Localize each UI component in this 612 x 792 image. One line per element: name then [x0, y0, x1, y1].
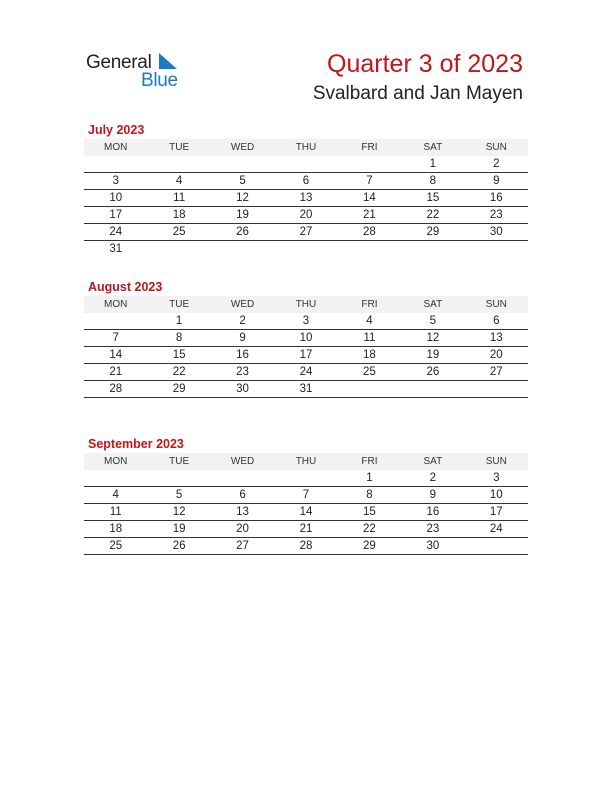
week-row: [84, 364, 528, 381]
day-cell: 6: [465, 313, 528, 330]
day-cell: 11: [338, 330, 401, 347]
weekday-label: FRI: [338, 453, 401, 470]
day-cell: 10: [465, 487, 528, 504]
day-cell: [84, 313, 147, 330]
logo-text-blue: Blue: [141, 70, 178, 91]
weekday-header: [84, 139, 528, 156]
weekday-label: THU: [274, 453, 337, 470]
weekday-label: TUE: [147, 296, 210, 313]
day-cell: 31: [274, 381, 337, 398]
day-cell: 24: [84, 224, 147, 241]
day-cell: 26: [401, 364, 464, 381]
day-cell: 27: [465, 364, 528, 381]
day-cell: 5: [211, 173, 274, 190]
week-row: [84, 241, 528, 258]
day-cell: 16: [465, 190, 528, 207]
day-cell: [401, 241, 464, 258]
day-cell: 13: [274, 190, 337, 207]
weekday-label: THU: [274, 139, 337, 156]
day-cell: [211, 156, 274, 173]
day-cell: 22: [401, 207, 464, 224]
day-cell: 6: [274, 173, 337, 190]
week-row: [84, 504, 528, 521]
generalblue-logo: [86, 52, 186, 92]
day-cell: 14: [338, 190, 401, 207]
day-cell: 10: [274, 330, 337, 347]
day-cell: 28: [84, 381, 147, 398]
day-cell: 16: [401, 504, 464, 521]
week-row: [84, 487, 528, 504]
weekday-label: SUN: [465, 139, 528, 156]
day-cell: 11: [84, 504, 147, 521]
day-cell: 3: [465, 470, 528, 487]
page-title: Quarter 3 of 2023: [327, 50, 523, 78]
week-row: [84, 173, 528, 190]
day-cell: 19: [401, 347, 464, 364]
day-cell: 20: [274, 207, 337, 224]
day-cell: 29: [338, 538, 401, 555]
day-cell: [211, 470, 274, 487]
week-row: [84, 330, 528, 347]
day-cell: 3: [84, 173, 147, 190]
day-cell: 9: [211, 330, 274, 347]
weekday-label: FRI: [338, 139, 401, 156]
day-cell: 14: [274, 504, 337, 521]
day-cell: 29: [401, 224, 464, 241]
day-cell: 8: [338, 487, 401, 504]
month-name: September 2023: [88, 437, 184, 451]
day-cell: [465, 241, 528, 258]
day-cell: 22: [147, 364, 210, 381]
day-cell: 6: [211, 487, 274, 504]
day-cell: [274, 470, 337, 487]
day-cell: 17: [274, 347, 337, 364]
day-cell: 25: [84, 538, 147, 555]
day-cell: [147, 156, 210, 173]
weekday-label: WED: [211, 139, 274, 156]
day-cell: 16: [211, 347, 274, 364]
day-cell: 7: [84, 330, 147, 347]
week-row: [84, 470, 528, 487]
day-cell: 19: [211, 207, 274, 224]
day-cell: 21: [84, 364, 147, 381]
week-row: [84, 207, 528, 224]
day-cell: [465, 538, 528, 555]
day-cell: [338, 156, 401, 173]
day-cell: 17: [465, 504, 528, 521]
day-cell: 30: [465, 224, 528, 241]
day-cell: [147, 470, 210, 487]
day-cell: 18: [84, 521, 147, 538]
day-cell: 12: [211, 190, 274, 207]
weekday-label: THU: [274, 296, 337, 313]
week-row: [84, 521, 528, 538]
day-cell: 10: [84, 190, 147, 207]
day-cell: 15: [338, 504, 401, 521]
day-cell: 31: [109, 243, 123, 255]
day-cell: 20: [211, 521, 274, 538]
day-cell: 18: [147, 207, 210, 224]
day-cell: 30: [211, 381, 274, 398]
weekday-header: [84, 296, 528, 313]
day-cell: 23: [465, 207, 528, 224]
logo-triangle-icon: [157, 53, 179, 71]
day-cell: 21: [274, 521, 337, 538]
day-cell: 26: [211, 224, 274, 241]
page-subtitle: Svalbard and Jan Mayen: [312, 83, 523, 104]
month-calendar: [84, 278, 528, 398]
day-cell: 17: [84, 207, 147, 224]
day-cell: [84, 470, 147, 487]
day-cell: 20: [465, 347, 528, 364]
day-cell: 8: [147, 330, 210, 347]
day-cell: 27: [211, 538, 274, 555]
day-cell: [84, 156, 147, 173]
day-cell: [338, 381, 401, 398]
day-cell: 7: [338, 173, 401, 190]
day-cell: 11: [147, 190, 210, 207]
month-name: August 2023: [88, 280, 163, 294]
weekday-label: SUN: [465, 296, 528, 313]
day-cell: 1: [401, 156, 464, 173]
day-cell: 13: [211, 504, 274, 521]
weekday-label: MON: [84, 296, 147, 313]
weekday-label: TUE: [147, 139, 210, 156]
week-row: [84, 224, 528, 241]
day-cell: 23: [401, 521, 464, 538]
day-cell: 2: [465, 156, 528, 173]
day-cell: 12: [147, 504, 210, 521]
month-calendar: [84, 121, 528, 258]
day-cell: 28: [274, 538, 337, 555]
weekday-label: SAT: [401, 139, 464, 156]
week-row: [84, 381, 528, 398]
day-cell: 30: [401, 538, 464, 555]
day-cell: 24: [274, 364, 337, 381]
day-cell: 25: [147, 224, 210, 241]
day-cell: [401, 381, 464, 398]
day-cell: 8: [401, 173, 464, 190]
day-cell: 9: [401, 487, 464, 504]
day-cell: 13: [465, 330, 528, 347]
week-row: [84, 156, 528, 173]
day-cell: 5: [401, 313, 464, 330]
day-cell: 14: [84, 347, 147, 364]
weekday-label: SAT: [401, 453, 464, 470]
day-cell: 7: [274, 487, 337, 504]
month-calendar: [84, 435, 528, 555]
day-cell: 25: [338, 364, 401, 381]
day-cell: [338, 241, 401, 258]
weekday-header: [84, 453, 528, 470]
day-cell: 18: [338, 347, 401, 364]
day-cell: 9: [465, 173, 528, 190]
weekday-label: SAT: [401, 296, 464, 313]
day-cell: 2: [401, 470, 464, 487]
month-name: July 2023: [88, 123, 145, 137]
day-cell: [274, 241, 337, 258]
day-cell: 12: [401, 330, 464, 347]
day-cell: [211, 241, 274, 258]
day-cell: 29: [147, 381, 210, 398]
day-cell: 24: [465, 521, 528, 538]
week-row: [84, 538, 528, 555]
day-cell: 2: [211, 313, 274, 330]
day-cell: [465, 381, 528, 398]
day-cell: 21: [338, 207, 401, 224]
weekday-label: MON: [84, 453, 147, 470]
day-cell: 4: [84, 487, 147, 504]
day-cell: 1: [147, 313, 210, 330]
day-cell: 1: [338, 470, 401, 487]
week-row: [84, 313, 528, 330]
weekday-label: WED: [211, 296, 274, 313]
day-cell: 3: [274, 313, 337, 330]
day-cell: 22: [338, 521, 401, 538]
day-cell: 4: [338, 313, 401, 330]
day-cell: 23: [211, 364, 274, 381]
day-cell: 19: [147, 521, 210, 538]
day-cell: 27: [274, 224, 337, 241]
day-cell: 15: [147, 347, 210, 364]
weekday-label: MON: [84, 139, 147, 156]
day-cell: 4: [147, 173, 210, 190]
day-cell: 5: [147, 487, 210, 504]
week-row: [84, 190, 528, 207]
weekday-label: FRI: [338, 296, 401, 313]
day-cell: 28: [338, 224, 401, 241]
day-cell: [274, 156, 337, 173]
weekday-label: SUN: [465, 453, 528, 470]
day-cell: [147, 241, 210, 258]
logo-text-general: General: [86, 52, 152, 73]
week-row: [84, 347, 528, 364]
day-cell: 26: [147, 538, 210, 555]
weekday-label: WED: [211, 453, 274, 470]
day-cell: 15: [401, 190, 464, 207]
weekday-label: TUE: [147, 453, 210, 470]
